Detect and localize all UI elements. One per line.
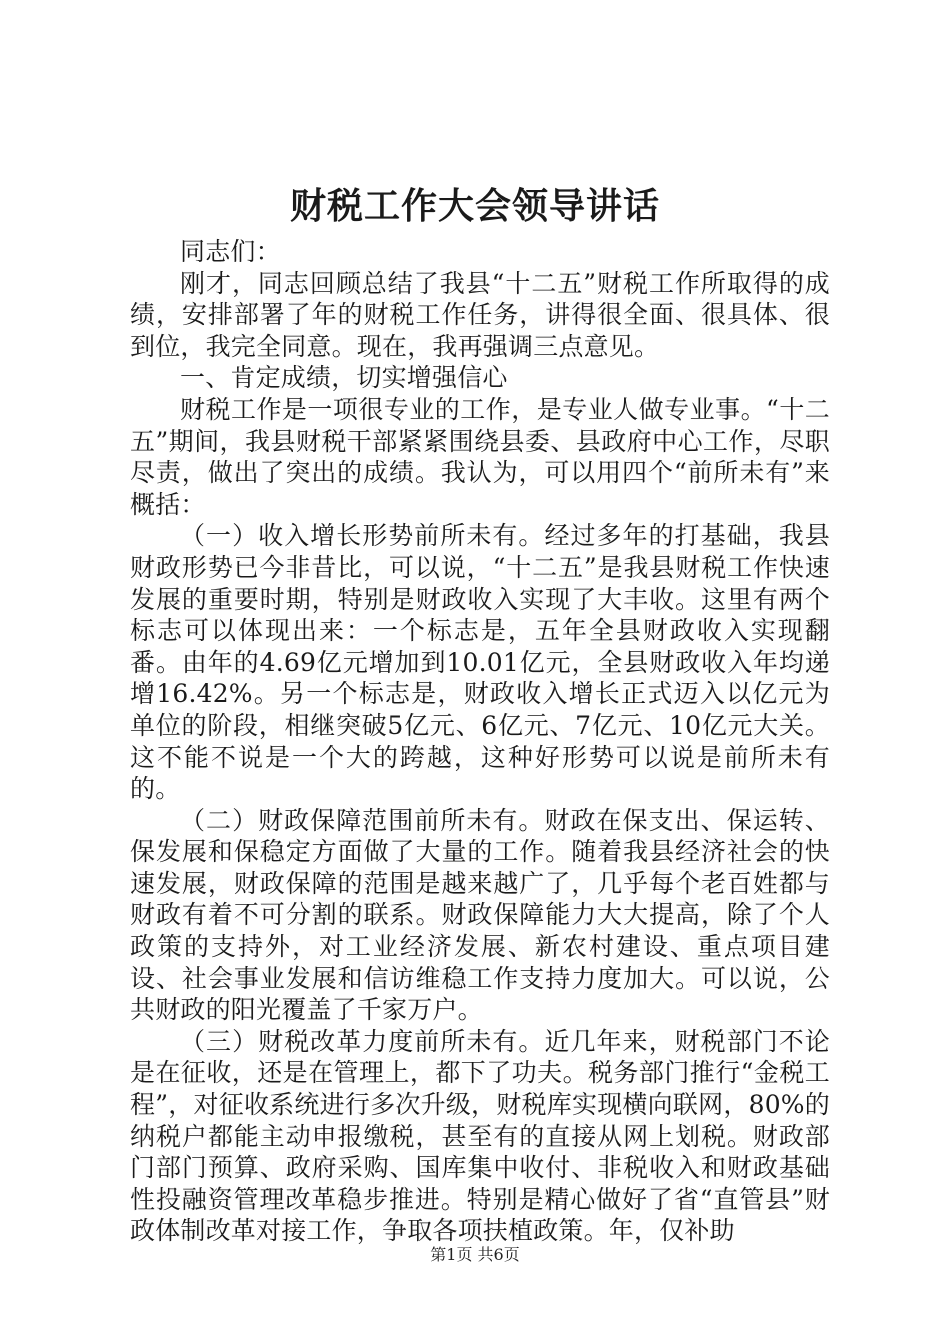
section-heading-1: 一、肯定成绩，切实增强信心	[180, 363, 508, 393]
document-title: 财税工作大会领导讲话	[289, 186, 660, 227]
page-number-footer: 第1页 共6页	[430, 1245, 520, 1264]
paragraph-overview: 财税工作是一项很专业的工作，是专业人做专业事。“十二五”期间，我县财税干部紧紧围绕县委、县政府中心工作，尽职尽责，做出了突出的成绩。我认为，可以用四个“前所未有”来概括：	[130, 394, 830, 519]
paragraph-point-2: （二）财政保障范围前所未有。财政在保支出、保运转、保发展和保稳定方面做了大量的工作。随着我县经济社会的快速发展，财政保障的范围是越来越广了，几乎每个老百姓都与财政有着不可分割的联系。财政保障能力大大提高，除了个人政策的支持外，对工业经济发展、新农村建设、重点项目建设、社会事业发展和信访维稳工作支持力度加大。可以说，公共财政的阳光覆盖了千家万户。	[130, 805, 830, 1025]
paragraph-greeting: 同志们：	[180, 237, 281, 266]
paragraph-point-1: （一）收入增长形势前所未有。经过多年的打基础，我县财政形势已今非昔比，可以说，“十二五”是我县财税工作快速发展的重要时期，特别是财政收入实现了大丰收。这里有两个标志可以体现出来：一个标志是，五年全县财政收入实现翻番。由年的4.69亿元增加到10.01亿元，全县财政收入年均递增16.42%。另一个标志是，财政收入增长正式迈入以亿元为单位的阶段，相继突破5亿元、6亿元、7亿元、10亿元大关。这不能不说是一个大的跨越，这种好形势可以说是前所未有的。	[130, 521, 830, 804]
paragraph-intro: 刚才，同志回顾总结了我县“十二五”财税工作所取得的成绩，安排部署了年的财税工作任务，讲得很全面、很具体、很到位，我完全同意。现在，我再强调三点意见。	[130, 268, 830, 361]
document-body	[130, 236, 830, 1247]
paragraph-point-3: （三）财税改革力度前所未有。近几年来，财税部门不论是在征收，还是在管理上，都下了功夫。税务部门推行“金税工程”，对征收系统进行多次升级，财税库实现横向联网，80%的纳税户都能主动申报缴税，甚至有的直接从网上划税。财政部门部门预算、政府采购、国库集中收付、非税收入和财政基础性投融资管理改革稳步推进。特别是精心做好了省“直管县”财政体制改革对接工作，争取各项扶植政策。年，仅补助	[130, 1026, 830, 1246]
